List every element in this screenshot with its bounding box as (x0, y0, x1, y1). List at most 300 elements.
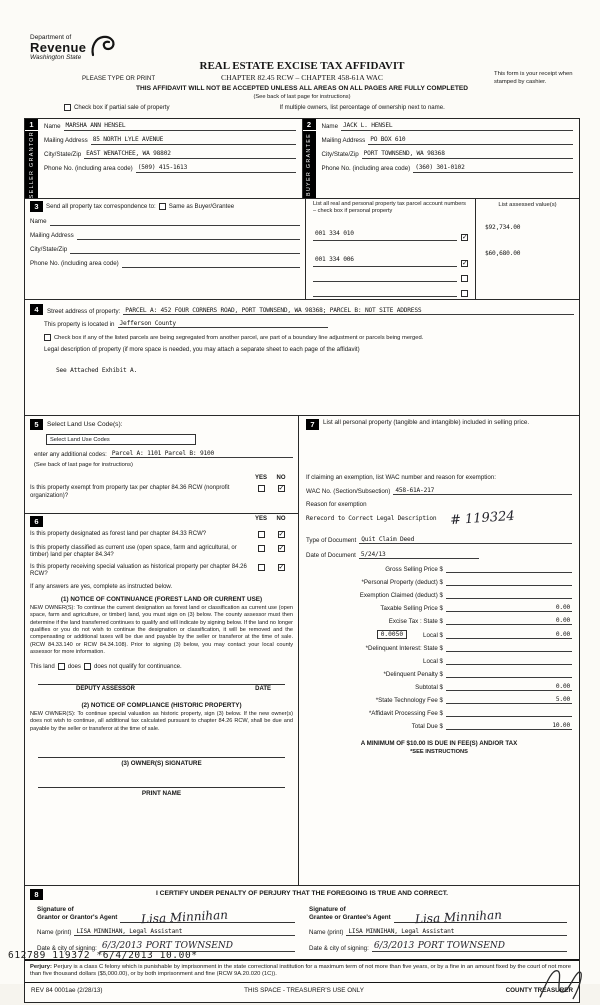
personal-property-checkbox[interactable]: ✓ (462, 260, 468, 268)
buyer-address-value: PO BOX 610 (370, 136, 406, 143)
owner-signature-label: (3) OWNER(S) SIGNATURE (121, 759, 202, 767)
handwritten-recording-number: # 119324 (449, 508, 516, 529)
money-row (306, 617, 572, 625)
seller-csz-label: City/State/Zip (44, 151, 82, 159)
money-row (306, 565, 572, 573)
no-column-label: NO (276, 475, 286, 482)
grantor-signature-block (30, 901, 302, 951)
exemption-instruction: If claiming an exemption, list WAC number and reason for exemption: (306, 474, 496, 482)
street-address-field[interactable] (123, 307, 574, 315)
classification-header (30, 516, 293, 527)
grantor-signature-row (37, 906, 295, 926)
grantee-printname-label: Name (print) (309, 928, 344, 936)
document-date-field[interactable] (359, 551, 479, 559)
no-slot (271, 531, 291, 539)
grantor-printname-value: LISA MINNIHAN, Legal Assistant (76, 927, 183, 935)
grantee-printname-row (309, 928, 567, 936)
parcel-row (313, 289, 468, 297)
right-column (299, 416, 579, 885)
buyer-csz-field[interactable] (362, 151, 573, 159)
seller-address-field[interactable] (91, 137, 296, 145)
money-row (306, 683, 572, 691)
money-label: *Delinquent Interest: State $ (365, 645, 443, 653)
grantor-signature-label (37, 906, 117, 922)
section-5-number: 5 (30, 419, 43, 430)
dor-logo-text (30, 34, 86, 61)
current-use-text: Is this property classified as current use (open space, farm and agricultural, or timber) land per chapter 84.34? (30, 544, 237, 559)
parcel-row (313, 222, 468, 241)
money-field[interactable] (446, 578, 572, 586)
money-label: Gross Selling Price $ (385, 566, 443, 574)
wac-value: 458-61A-217 (395, 487, 435, 495)
grantor-printname-row (37, 928, 295, 936)
treasurer-handwritten-scribble (535, 961, 587, 1005)
money-value: 0.00 (555, 604, 570, 612)
section-2-number: 2 (303, 119, 316, 130)
money-label: Local $ (423, 632, 443, 640)
money-row-local-rate (306, 630, 572, 639)
seller-csz-row (44, 151, 296, 159)
land-use-header (30, 419, 293, 430)
buyer-fields (316, 119, 580, 198)
document-date-label: Date of Document (306, 552, 356, 560)
acceptance-warning: THIS AFFIDAVIT WILL NOT BE ACCEPTED UNLESS ALL AREAS ON ALL PAGES ARE FULLY COMPLETED (135, 85, 469, 92)
seller-name-field[interactable] (64, 123, 296, 131)
historic-property-question (30, 564, 293, 579)
no-slot (271, 485, 291, 493)
certify-row (30, 888, 574, 900)
buyer-address-label: Mailing Address (321, 137, 366, 145)
minimum-due-note: A MINIMUM OF $10.00 IS DUE IN FEE(S) AND/OR TAX (360, 740, 518, 748)
seller-csz-field[interactable] (84, 151, 295, 159)
county-treasurer-text: COUNTY TREASURER (505, 987, 573, 995)
does-label: does (67, 662, 81, 670)
treasurer-space-label: THIS SPACE - TREASURER'S USE ONLY (244, 987, 364, 995)
land-qualify-row (30, 663, 293, 670)
document-type-label: Type of Document (306, 537, 357, 545)
send-correspondence-row (30, 201, 300, 212)
signature-of-text: Signature of (309, 906, 346, 914)
receipt-note: This form is your receipt when stamped by cashier. (494, 71, 573, 85)
money-value: 0.00 (555, 617, 570, 625)
seller-grantor-bar (25, 131, 38, 198)
document-type-field[interactable] (359, 536, 572, 544)
perjury-clause (25, 961, 579, 983)
correspondence-left (25, 199, 305, 299)
historic-no-checkbox[interactable]: ✓ (278, 563, 285, 571)
money-field[interactable] (446, 696, 572, 704)
nonprofit-exempt-text: Is this property exempt from property tax per chapter 84.36 RCW (nonprofit organization)? (30, 485, 230, 499)
grantee-signature-value: Lisa Minnihan (414, 907, 502, 926)
nonprofit-yes-checkbox[interactable] (258, 485, 265, 492)
does-not-checkbox[interactable] (84, 663, 91, 670)
assessed-value: $92,734.00 (485, 224, 521, 232)
correspondence-address-field[interactable] (77, 232, 300, 240)
reet-affidavit-form (24, 34, 580, 1003)
please-type-label: PLEASE TYPE OR PRINT (82, 75, 156, 82)
grantee-signature-block (302, 901, 574, 951)
parcel-numbers-column (305, 199, 475, 299)
forest-yes-checkbox[interactable] (258, 531, 265, 538)
buyer-edge (303, 119, 316, 198)
buyer-grantee-vertical-label: BUYER GRANTEE (306, 133, 312, 197)
grantee-city-value: PORT TOWNSEND (417, 940, 505, 951)
reason-label: Reason for exemption (306, 501, 367, 509)
seller-phone-row (44, 165, 296, 173)
parcel-number-field[interactable] (313, 274, 457, 282)
grantee-signature-row (309, 906, 567, 926)
grantor-printname-label: Name (print) (37, 928, 72, 936)
perjury-text: Perjury is a class C felony which is punishable by imprisonment in the state correctional institution for a maximum term of not more than five years, or by a fine in an amount fixed by the court of not more than five thousand dollars ($5,000.00), or by both imprisonment and fine (RCW 9A.20.020 (1C)). (30, 963, 571, 978)
grantee-date-value: 6/3/2013 (373, 940, 415, 951)
left-column (25, 416, 299, 885)
assessed-value: $60,680.00 (485, 250, 521, 258)
grantee-date-row (309, 941, 567, 952)
signature-of-text: Signature of (37, 906, 74, 914)
money-label: *Personal Property (deduct) $ (361, 579, 443, 587)
money-label: Taxable Selling Price $ (380, 605, 443, 613)
money-row (306, 709, 572, 717)
see-instructions-note: *SEE INSTRUCTIONS (410, 749, 468, 756)
county-treasurer-label (506, 987, 573, 994)
correspondence-name-row (30, 218, 300, 226)
money-row (306, 696, 572, 704)
send-correspondence-label: Send all property tax correspondence to: (46, 203, 156, 211)
money-label: Subtotal $ (415, 684, 443, 692)
buyer-phone-label: Phone No. (including area code) (321, 165, 411, 173)
money-field[interactable] (446, 617, 572, 625)
money-value: 5.00 (555, 696, 570, 704)
no-column-label: NO (276, 516, 286, 523)
parcel-number-field[interactable] (313, 248, 457, 267)
county-value: Jefferson County (119, 320, 176, 328)
section-7-number: 7 (306, 419, 319, 430)
parcel-number-value: 001 334 006 (315, 256, 354, 264)
correspondence-name-field[interactable] (50, 218, 300, 226)
rev-number: REV 84 0001ae (2/28/13) (31, 987, 103, 995)
reason-value[interactable]: Rerecord to Correct Legal Description (306, 515, 437, 523)
buyer-name-value: JACK L. HENSEL (343, 122, 393, 129)
current-use-question (30, 545, 293, 560)
legal-description-value: See Attached Exhibit A. (56, 367, 138, 375)
seller-name-row (44, 123, 296, 131)
same-as-buyer-label: Same as Buyer/Grantee (168, 203, 235, 211)
correspondence-name-label: Name (30, 218, 47, 226)
street-address-value: PARCEL A: 452 FOUR CORNERS ROAD, PORT TOWNSEND, WA 98368; PARCEL B: NOT SITE ADDRESS (125, 307, 422, 315)
money-value: 10.00 (552, 722, 570, 730)
cashier-validation-stamp: 612789 119372 *6/4/2013 10.00* (8, 950, 198, 961)
money-field[interactable] (446, 709, 572, 717)
additional-codes-row (34, 450, 293, 458)
document-date-row (306, 551, 572, 559)
parcel-numbers-header: List all real and personal property tax parcel account numbers – check box if personal property (313, 201, 466, 215)
parcel-number-field[interactable] (313, 289, 457, 297)
parcel-row (313, 274, 468, 282)
nonprofit-no-checkbox[interactable]: ✓ (278, 485, 285, 493)
grantee-agent-text: Grantee or Grantee's Agent (309, 914, 391, 922)
grantor-agent-text: Grantor or Grantor's Agent (37, 914, 118, 922)
money-label: *State Technology Fee $ (375, 697, 443, 705)
deputy-assessor-label: DEPUTY ASSESSOR (76, 685, 136, 692)
yes-column-label: YES (254, 475, 267, 482)
notice-continuance-body: NEW OWNER(S): To continue the current designation as forest land or classification as current use (open space, farm and agriculture, or timber) land, you must sign on (3) below. The county assessor must then determine if the land transferred continues to qualify and will indicate by signing below. If the land no longer qualifies or you do not wish to continue the designation or classification, it will be removed and the compensating or additional taxes will be due and payable by the seller or transferor at the time of sale. (RCW 84.33.140 or RCW 84.34.108). Prior to signing (3) below, you may contact your local county assessor for more information. (30, 604, 293, 656)
see-back-note: (See back of last page for instructions) (253, 94, 351, 100)
seller-address-row (44, 137, 296, 145)
correspondence-csz-row (30, 246, 300, 254)
street-address-label: Street address of property: (47, 308, 121, 316)
logo-dept-line: Department of (30, 34, 72, 41)
revenue-swoosh-icon (90, 34, 116, 58)
seller-address-label: Mailing Address (44, 137, 88, 145)
yes-no-header (30, 475, 293, 481)
seller-name-label: Name (44, 123, 61, 131)
form-footer (25, 982, 579, 1002)
correspondence-csz-label: City/State/Zip (30, 246, 68, 254)
county-field[interactable] (118, 320, 328, 328)
nonprofit-exempt-question (30, 485, 293, 500)
multiple-owners-note: If multiple owners, list percentage of ownership next to name. (279, 104, 445, 111)
buyer-name-field[interactable] (341, 123, 573, 131)
buyer-csz-label: City/State/Zip (321, 151, 359, 159)
money-label: *Affidavit Processing Fee $ (368, 710, 443, 718)
personal-property-text: List all personal property (tangible and intangible) included in selling price. (323, 419, 530, 427)
does-checkbox[interactable] (58, 663, 65, 670)
correspondence-phone-field[interactable] (122, 260, 300, 268)
assessed-value-row (481, 242, 574, 260)
deputy-assessor-labels (30, 685, 293, 692)
partial-sale-row (64, 104, 580, 111)
money-row-total (306, 722, 572, 730)
dor-logo (30, 34, 116, 61)
buyer-grantee-block (302, 119, 580, 198)
local-rate-box: 0.0050 (377, 630, 407, 639)
grantor-date-label: Date & city of signing: (37, 944, 97, 952)
money-field[interactable] (446, 591, 572, 599)
seller-grantor-block (25, 119, 302, 198)
street-address-row (30, 304, 574, 315)
money-field[interactable] (446, 644, 572, 652)
money-row (306, 578, 572, 586)
seller-name-value: MARSHA ANN HENSEL (65, 122, 126, 129)
grantor-city-value: PORT TOWNSEND (145, 940, 233, 951)
located-in-label: This property is located in (44, 321, 115, 329)
assessed-values-column (475, 199, 579, 299)
located-in-row (44, 320, 574, 328)
seller-buyer-section (25, 119, 579, 199)
form-header (24, 34, 580, 118)
land-use-code-section (25, 416, 298, 514)
money-field[interactable] (446, 683, 572, 691)
money-label: *Delinquent Penalty $ (383, 671, 443, 679)
money-field[interactable] (446, 670, 572, 678)
parcel-number-field[interactable] (313, 222, 457, 241)
section-3-number: 3 (30, 201, 43, 212)
owner-signature-line[interactable] (38, 757, 285, 758)
forest-land-text: Is this property designated as forest land per chapter 84.33 RCW? (30, 531, 207, 538)
money-label: Exemption Claimed (deduct) $ (359, 592, 443, 600)
buyer-name-label: Name (321, 123, 339, 131)
grantee-signature-field[interactable] (394, 907, 567, 926)
grantee-printname-value: LISA MINNIHAN, Legal Assistant (348, 927, 455, 935)
buyer-phone-value: (360) 301-0102 (415, 164, 465, 171)
notice-compliance-title: (2) NOTICE OF COMPLIANCE (HISTORIC PROPERTY) (81, 701, 242, 709)
current-use-yes-checkbox[interactable] (258, 545, 265, 552)
correspondence-phone-label: Phone No. (including area code) (30, 260, 119, 268)
seller-phone-field[interactable] (136, 165, 296, 173)
grantor-signature-value: Lisa Minnihan (140, 907, 229, 926)
print-name-line[interactable] (38, 787, 285, 788)
historic-yes-checkbox[interactable] (258, 564, 265, 571)
yes-column-label: YES (254, 516, 267, 523)
correspondence-phone-row (30, 260, 300, 268)
money-row (306, 644, 572, 652)
grantor-signature-field[interactable] (120, 907, 295, 926)
if-yes-note: If any answers are yes, complete as instructed below. (30, 583, 173, 590)
classification-section (25, 514, 298, 885)
seller-edge (25, 119, 38, 198)
reason-row (306, 508, 572, 529)
personal-property-header (306, 419, 572, 430)
grantee-printname-field[interactable] (346, 928, 567, 936)
document-type-value: Quit Claim Deed (361, 536, 415, 544)
this-land-label: This land (30, 662, 55, 670)
money-label: Excise Tax : State $ (388, 618, 443, 626)
form-title: REAL ESTATE EXCISE TAX AFFIDAVIT (199, 60, 405, 72)
certify-statement: I CERTIFY UNDER PENALTY OF PERJURY THAT THE FOREGOING IS TRUE AND CORRECT. (155, 890, 449, 898)
no-slot (271, 545, 291, 553)
see-back-note-2: (See back of last page for instructions) (34, 462, 133, 469)
buyer-address-field[interactable] (368, 137, 573, 145)
grantee-date-field[interactable] (372, 941, 567, 952)
grantee-date-label: Date & city of signing: (309, 944, 369, 952)
notice-continuance-title: (1) NOTICE OF CONTINUANCE (FOREST LAND OR CURRENT USE) (60, 595, 263, 603)
no-slot (271, 564, 291, 572)
assessed-value-row (481, 216, 574, 234)
money-row (306, 657, 572, 665)
additional-codes-field[interactable] (110, 450, 293, 458)
logo-revenue-line: Revenue (30, 40, 87, 55)
money-row (306, 670, 572, 678)
money-label: Local $ (423, 658, 443, 666)
seller-grantor-vertical-label: SELLER GRANTOR (28, 131, 35, 199)
wac-row (306, 487, 572, 495)
notice-compliance-body: NEW OWNER(S): To continue special valuation as historic property, sign (3) below. If the new owner(s) does not wish to continue, all additional tax calculated pursuant to chapter 84.26 RCW, shall be due and payable by the seller or transferor at the time of sale. (30, 710, 293, 732)
section-8-number: 8 (30, 889, 43, 900)
does-not-label: does not qualify for continuance. (93, 662, 182, 670)
seller-address-value: 85 NORTH LYLE AVENUE (92, 136, 164, 143)
land-use-title: Select Land Use Code(s): (47, 421, 123, 429)
assessed-values-header: List assessed value(s) (498, 202, 557, 209)
correspondence-address-row (30, 232, 300, 240)
document-date-value: 5/24/13 (360, 551, 386, 559)
correspondence-csz-field[interactable] (70, 246, 300, 254)
logo-state-line: Washington State (30, 54, 82, 61)
same-as-buyer-checkbox[interactable] (159, 203, 166, 210)
money-field[interactable] (446, 565, 572, 573)
legal-description-label: Legal description of property (if more space is needed, you may attach a separate sheet to each page of the affidavit) (44, 346, 360, 354)
money-field[interactable] (446, 631, 572, 639)
money-field[interactable] (446, 604, 572, 612)
forest-no-checkbox[interactable]: ✓ (278, 531, 285, 539)
seller-fields (38, 119, 302, 198)
segregated-row (44, 334, 574, 341)
buyer-address-row (322, 137, 574, 145)
partial-sale-checkbox[interactable] (64, 104, 71, 111)
money-row (306, 591, 572, 599)
document-type-row (306, 536, 572, 544)
land-use-dropdown-value: Select Land Use Codes (50, 436, 110, 443)
property-address-section (25, 300, 579, 416)
date-label: DATE (255, 685, 271, 692)
yes-slot (251, 485, 271, 495)
perjury-bold: Perjury: (30, 963, 52, 970)
partial-sale-label: Check box if partial sale of property (74, 104, 170, 111)
buyer-csz-row (322, 151, 574, 159)
parcel-number-value: 001 334 010 (315, 230, 354, 238)
historic-property-text: Is this property receiving special valuation as historical property per chapter 84.26 RCW? (30, 563, 247, 578)
wac-field[interactable] (393, 487, 572, 495)
forest-land-question (30, 531, 293, 541)
money-table (306, 565, 572, 730)
current-use-no-checkbox[interactable]: ✓ (278, 544, 285, 552)
yes-slot (251, 564, 271, 574)
buyer-phone-field[interactable] (413, 165, 573, 173)
segregated-note: Check box if any of the listed parcels are being segregated from another parcel, are part of a boundary line adjustment or parcels being merged. (54, 334, 424, 341)
seller-phone-label: Phone No. (including area code) (44, 165, 133, 173)
buyer-csz-value: PORT TOWNSEND, WA 98368 (363, 150, 445, 157)
money-field[interactable] (446, 722, 572, 730)
money-field[interactable] (446, 657, 572, 665)
land-use-code-dropdown[interactable] (46, 434, 196, 445)
yes-slot (251, 545, 271, 555)
money-value: 0.00 (555, 683, 570, 691)
additional-codes-label: enter any additional codes: (34, 451, 107, 459)
personal-property-blank-area[interactable] (306, 430, 572, 470)
grantor-date-value: 6/3/2013 (101, 940, 143, 951)
personal-property-checkbox[interactable]: ✓ (462, 234, 468, 242)
lower-columns (25, 416, 579, 886)
correspondence-address-label: Mailing Address (30, 232, 74, 240)
personal-property-section (299, 416, 579, 759)
grantee-signature-label (309, 906, 391, 922)
yes-slot (251, 531, 271, 541)
form-body-box (24, 118, 580, 1003)
seller-csz-value: EAST WENATCHEE, WA 98802 (86, 150, 171, 157)
chapter-line: CHAPTER 82.45 RCW – CHAPTER 458-61A WAC (221, 73, 383, 82)
personal-property-checkbox[interactable] (461, 275, 468, 282)
segregated-checkbox[interactable] (44, 334, 51, 341)
section-4-number: 4 (30, 304, 43, 315)
money-value: 0.00 (555, 631, 570, 639)
section-1-number: 1 (25, 119, 38, 130)
money-label: Total Due $ (411, 723, 443, 731)
additional-codes-value: Parcel A: 1101 Parcel B: 9100 (111, 450, 215, 458)
parcel-row (313, 248, 468, 267)
grantor-printname-field[interactable] (74, 928, 295, 936)
wac-label: WAC No. (Section/Subsection) (306, 488, 391, 496)
buyer-grantee-bar (303, 131, 316, 198)
seller-phone-value: (509) 415-1613 (137, 164, 188, 171)
tax-correspondence-section (25, 199, 579, 300)
buyer-name-row (322, 123, 574, 131)
section-6-number: 6 (30, 516, 43, 527)
personal-property-checkbox[interactable] (461, 290, 468, 297)
money-row (306, 604, 572, 612)
signature-halves (30, 901, 574, 951)
buyer-phone-row (322, 165, 574, 173)
yes-no-header-2 (251, 516, 293, 522)
legal-description-field[interactable] (56, 359, 574, 377)
